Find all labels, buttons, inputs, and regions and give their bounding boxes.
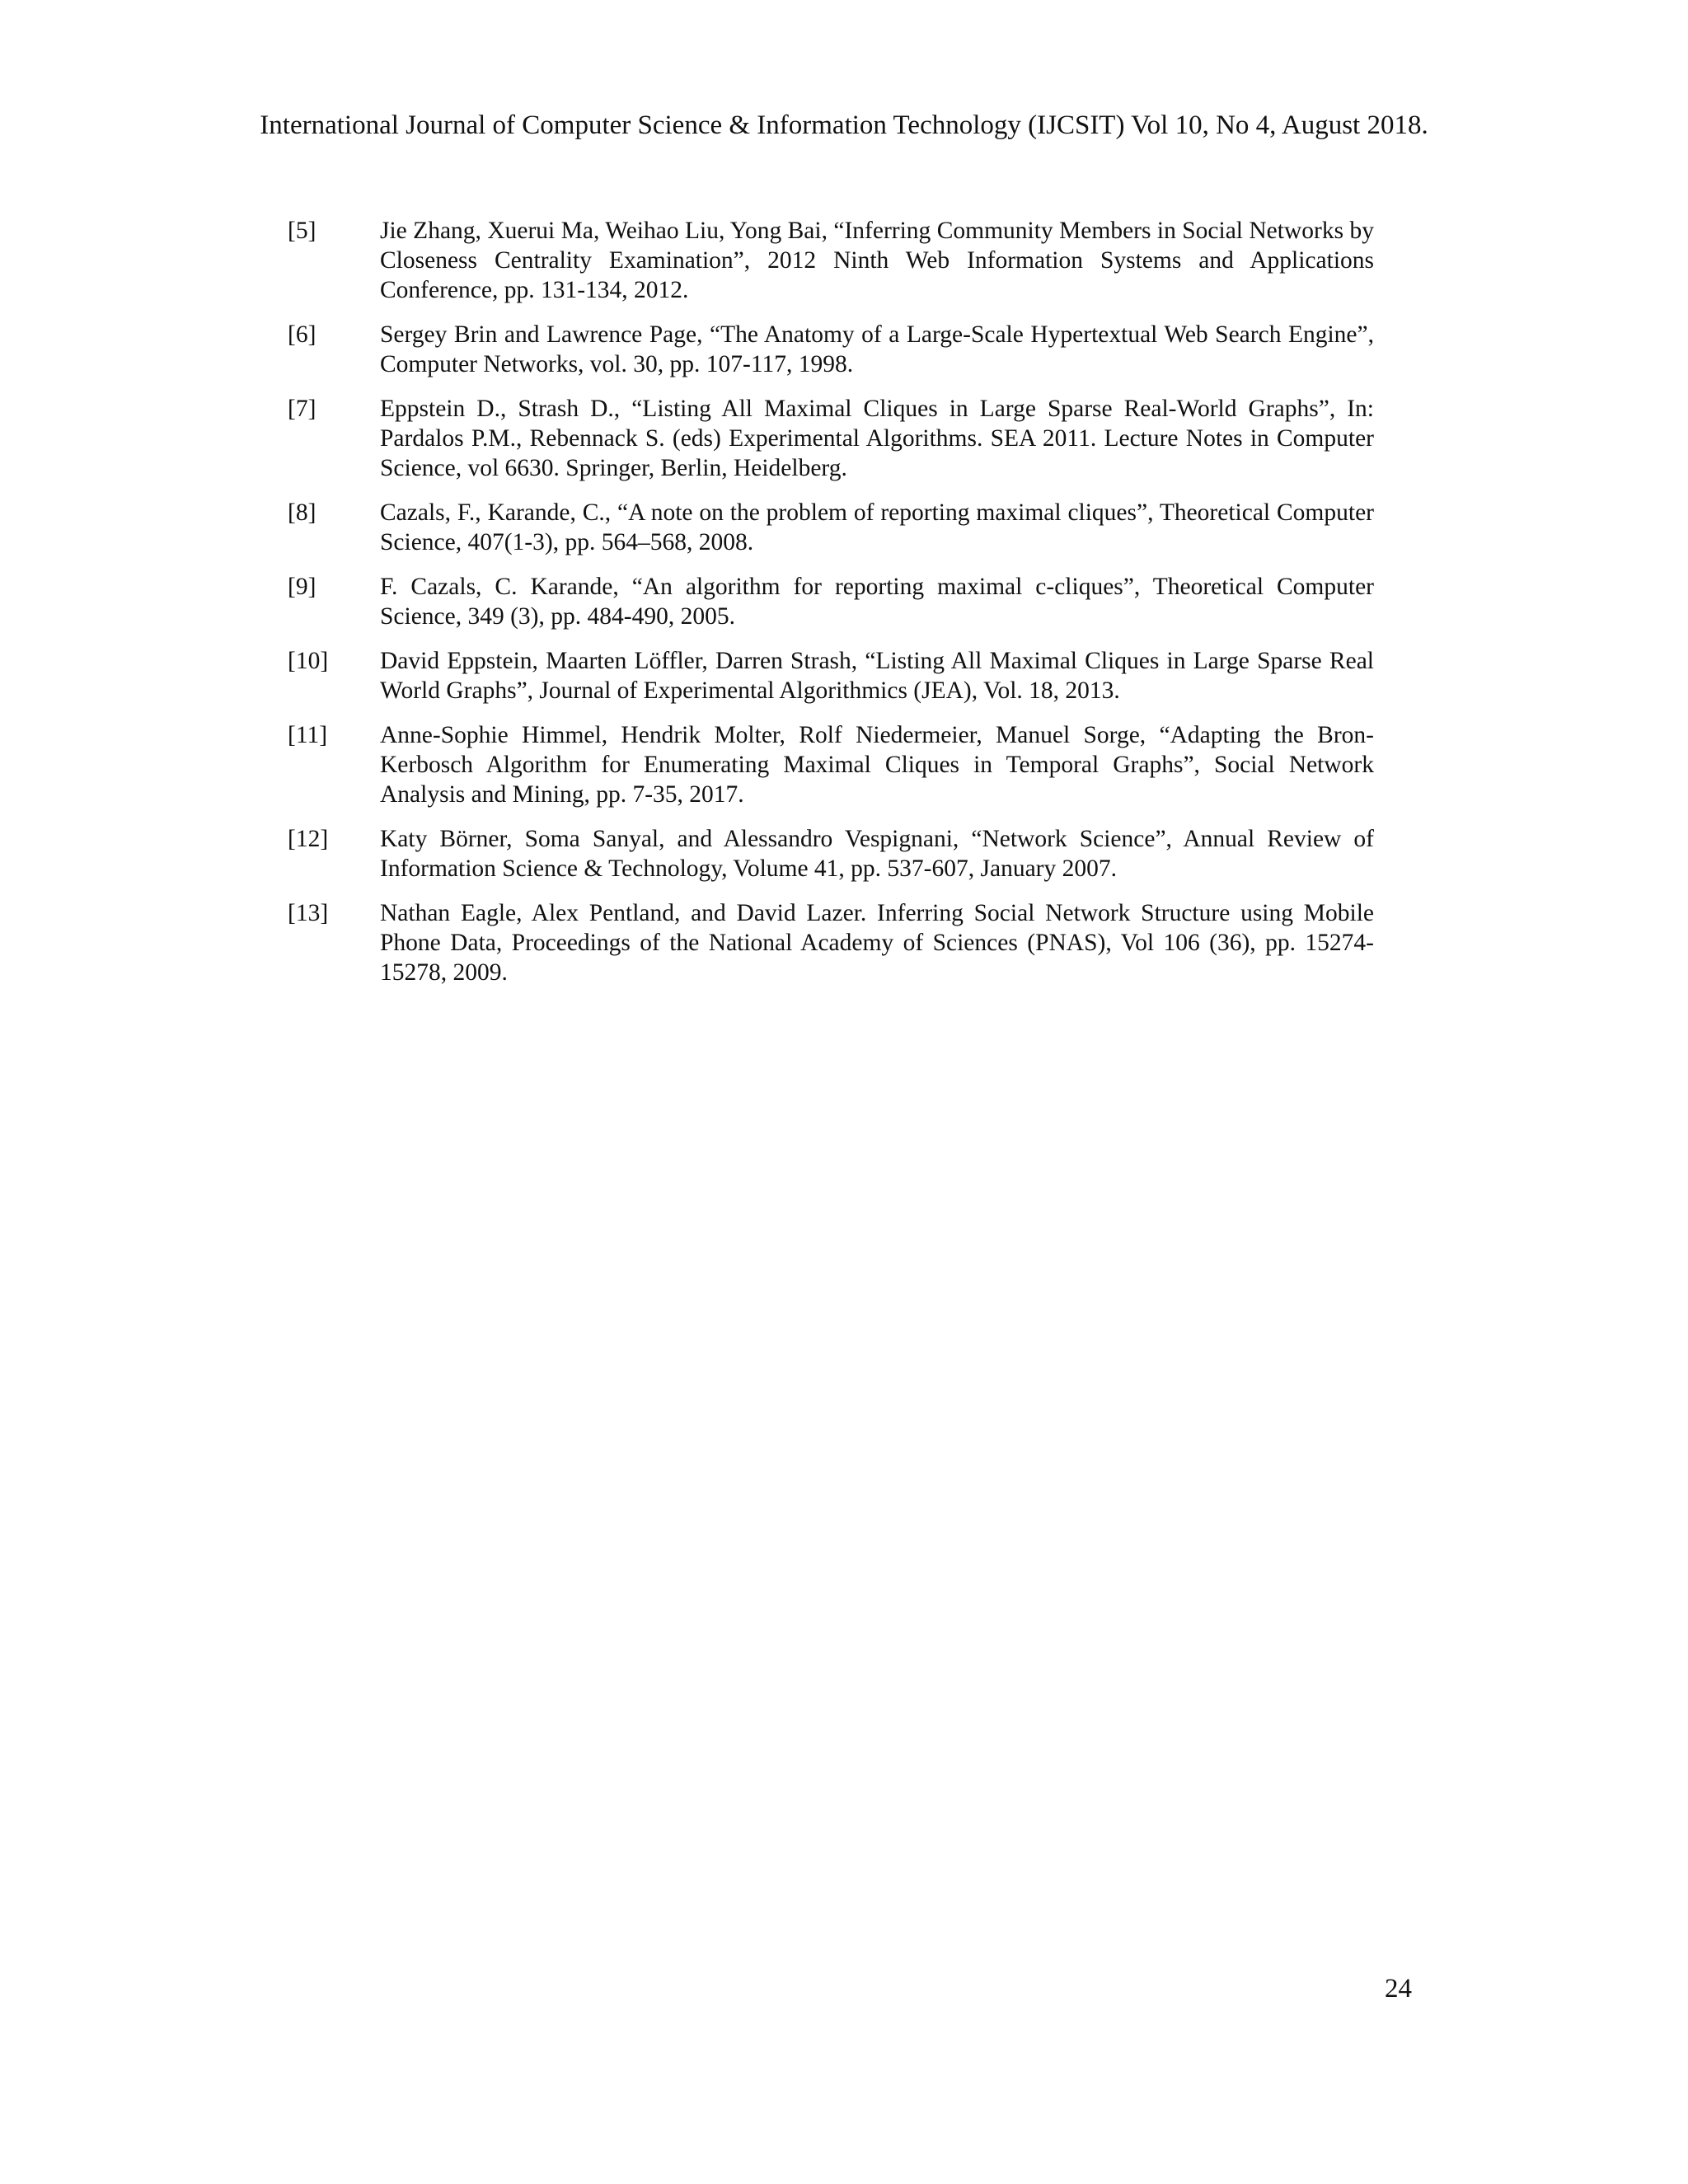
page-number: 24 (1385, 1974, 1412, 2004)
reference-text: Anne-Sophie Himmel, Hendrik Molter, Rolf Niedermeier, Manuel Sorge, “Adapting the Bron-Kerbosch Algorithm for Enumerating Maximal Cliques in Temporal Graphs”, Social Network Analysis and Mining, pp. 7-35, 2017. (380, 722, 1374, 808)
reference-item (288, 646, 1374, 705)
reference-number: [11] (288, 722, 328, 748)
reference-item (288, 394, 1374, 483)
reference-item (288, 498, 1374, 557)
reference-text: David Eppstein, Maarten Löffler, Darren Strash, “Listing All Maximal Cliques in Large Sparse Real World Graphs”, Journal of Experimental Algorithmics (JEA), Vol. 18, 2013. (380, 648, 1374, 704)
reference-item (288, 898, 1374, 987)
reference-item (288, 320, 1374, 379)
reference-number: [9] (288, 574, 316, 600)
reference-text: Jie Zhang, Xuerui Ma, Weihao Liu, Yong Bai, “Inferring Community Members in Social Networks by Closeness Centrality Examination”, 2012 Ninth Web Information Systems and Applications Conference, pp. 131-134, 2012. (380, 218, 1374, 303)
reference-number: [5] (288, 218, 316, 244)
reference-text: Katy Börner, Soma Sanyal, and Alessandro Vespignani, “Network Science”, Annual Review of Information Science & Technology, Volume 41, pp. 537-607, January 2007. (380, 826, 1374, 882)
reference-text: Nathan Eagle, Alex Pentland, and David Lazer. Inferring Social Network Structure using Mobile Phone Data, Proceedings of the National Academy of Sciences (PNAS), Vol 106 (36), pp. 15274-15278, 2009. (380, 900, 1374, 986)
reference-number: [10] (288, 648, 329, 674)
reference-text: Eppstein D., Strash D., “Listing All Maximal Cliques in Large Sparse Real-World Graphs”, In: Pardalos P.M., Rebennack S. (eds) Experimental Algorithms. SEA 2011. Lecture Notes in Computer Science, vol 6630. Springer, Berlin, Heidelberg. (380, 396, 1374, 481)
reference-text: Sergey Brin and Lawrence Page, “The Anatomy of a Large-Scale Hypertextual Web Search Engine”, Computer Networks, vol. 30, pp. 107-117, 1998. (380, 321, 1374, 377)
reference-item (288, 824, 1374, 883)
reference-item (288, 572, 1374, 631)
reference-number: [13] (288, 900, 329, 926)
reference-number: [12] (288, 826, 329, 852)
reference-list (288, 216, 1374, 1002)
reference-number: [6] (288, 321, 316, 348)
reference-text: Cazals, F., Karande, C., “A note on the problem of reporting maximal cliques”, Theoretical Computer Science, 407(1-3), pp. 564–568, 2008. (380, 499, 1374, 555)
reference-text: F. Cazals, C. Karande, “An algorithm for reporting maximal c-cliques”, Theoretical Computer Science, 349 (3), pp. 484-490, 2005. (380, 574, 1374, 630)
reference-number: [8] (288, 499, 316, 526)
reference-item (288, 216, 1374, 305)
reference-number: [7] (288, 396, 316, 422)
reference-item (288, 720, 1374, 809)
running-header: International Journal of Computer Science & Information Technology (IJCSIT) Vol 10, No 4, August 2018. (260, 110, 1428, 140)
